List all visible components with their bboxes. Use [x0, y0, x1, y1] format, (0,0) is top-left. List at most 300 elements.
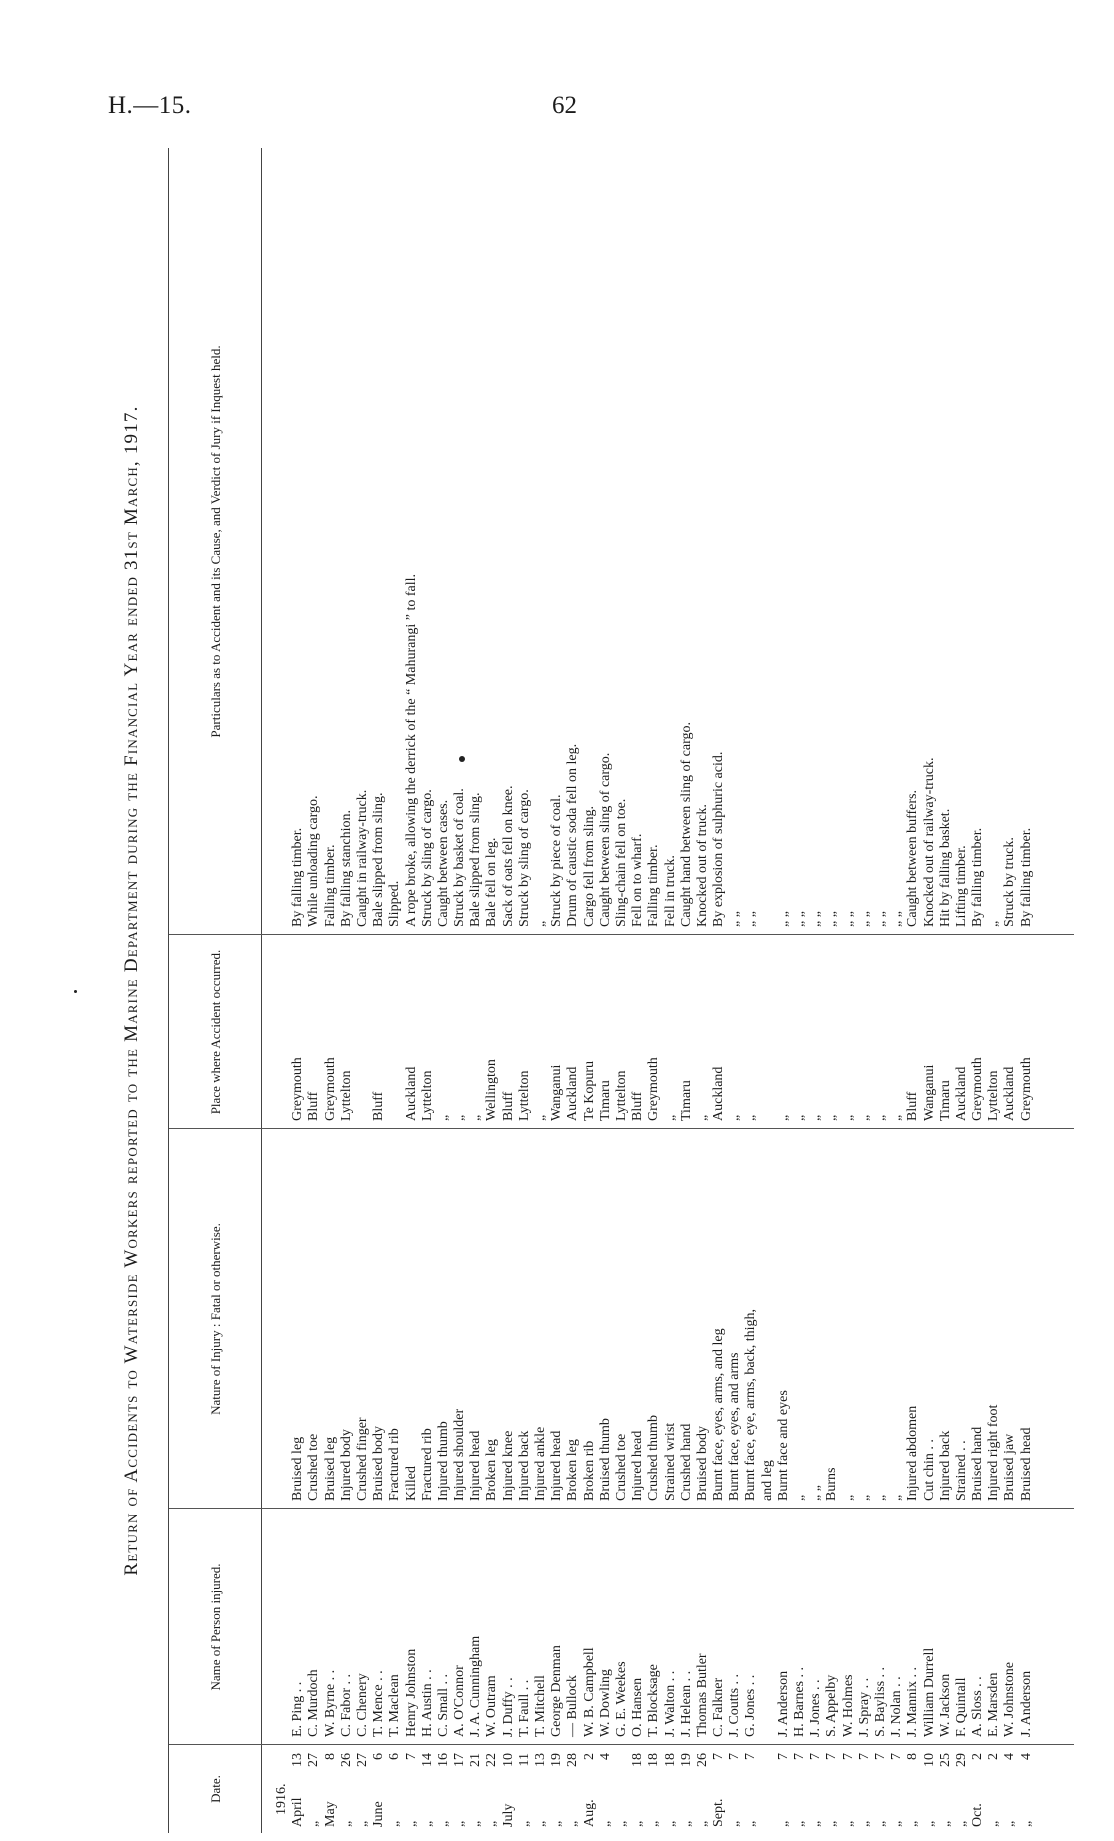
person-name: J. Coutts . .: [727, 1673, 743, 1737]
accident-particulars: „ „: [856, 911, 872, 927]
ink-spot: [459, 756, 465, 762]
date-day: 10: [921, 1753, 937, 1767]
date-day: 6: [371, 1753, 387, 1760]
date-month: „: [743, 1820, 759, 1827]
person-name: A. Sloss . .: [970, 1676, 986, 1737]
accident-place: „: [468, 1114, 484, 1121]
person-name: H. Barnes . .: [792, 1667, 807, 1737]
accident-particulars: „: [986, 920, 1002, 927]
accident-place: „: [743, 1114, 759, 1121]
table-body: [274, 148, 1035, 1833]
accident-place: Lyttelton: [613, 1070, 629, 1121]
date-month: „: [452, 1820, 468, 1827]
date-day: 8: [322, 1753, 338, 1760]
accident-place: Wanganui: [549, 1064, 565, 1121]
header-injury: Nature of Injury : Fatal or otherwise.: [207, 1223, 223, 1415]
date-month: Aug.: [581, 1799, 597, 1827]
date-day: 16: [435, 1753, 451, 1767]
injury-nature: Bruised body: [694, 1425, 710, 1501]
accident-place: „: [727, 1114, 743, 1121]
date-month: „: [435, 1820, 451, 1827]
table-row: [598, 148, 614, 1833]
accident-place: Auckland: [403, 1066, 419, 1121]
accident-place: „: [452, 1114, 468, 1121]
accident-particulars: By falling stanchion.: [338, 809, 354, 927]
accident-place: Bluff: [500, 1091, 516, 1121]
date-day: 7: [792, 1753, 807, 1760]
accident-place: Auckland: [953, 1066, 969, 1121]
injury-nature: Burnt face, eye, arms, back, thigh,: [743, 1308, 759, 1501]
person-name: F. Quintall: [953, 1677, 969, 1737]
accident-particulars: Struck by basket of coal.: [452, 788, 468, 927]
injury-nature: Crushed toe: [306, 1433, 322, 1501]
person-name: J. Anderson: [1018, 1670, 1034, 1737]
date-day: 19: [678, 1753, 694, 1767]
date-month: „: [921, 1820, 937, 1827]
accident-particulars: Bale slipped from sling.: [468, 792, 484, 927]
person-name: J. Spray . .: [856, 1677, 872, 1737]
injury-nature: Bruised hand: [970, 1426, 986, 1501]
accident-particulars: „ „: [872, 911, 888, 927]
table-row: [290, 148, 306, 1833]
accident-particulars: [760, 157, 776, 927]
injury-nature: Injured body: [338, 1429, 354, 1501]
table-row: [614, 148, 630, 1833]
injury-nature: Injured back: [516, 1430, 532, 1501]
accident-particulars: Struck by sling of cargo.: [516, 789, 532, 927]
injury-nature: Crushed hand: [678, 1423, 694, 1501]
date-day: 25: [937, 1753, 953, 1767]
date-day: 18: [630, 1753, 646, 1767]
table-row: [323, 148, 339, 1833]
table-row: [954, 148, 970, 1833]
injury-nature: Bruised thumb: [597, 1418, 613, 1501]
date-month: „: [419, 1820, 435, 1827]
date-day: 7: [808, 1753, 824, 1760]
date-month: „: [953, 1820, 969, 1827]
date-month: „: [306, 1820, 322, 1827]
person-name: C. Fabor . .: [338, 1674, 354, 1737]
date-day: 22: [484, 1753, 500, 1767]
date-month: „: [338, 1820, 354, 1827]
accident-place: Greymouth: [322, 1057, 338, 1121]
accident-particulars: By falling timber.: [290, 827, 306, 927]
injury-nature: Bruised jaw: [1002, 1433, 1018, 1501]
date-month: „: [468, 1820, 484, 1827]
table-row: [274, 148, 290, 1833]
date-day: 13: [290, 1753, 306, 1767]
injury-nature: Crushed thumb: [646, 1415, 662, 1501]
date-day: [760, 1753, 776, 1777]
date-month: „: [775, 1820, 791, 1827]
date-month: „: [403, 1820, 419, 1827]
person-name: — Bullock: [565, 1675, 581, 1737]
date-day: 7: [775, 1753, 791, 1760]
injury-nature: Crushed finger: [354, 1417, 370, 1501]
table-row: [533, 148, 549, 1833]
table-row: [646, 148, 662, 1833]
date-month: „: [533, 1820, 548, 1827]
date-month: June: [371, 1801, 387, 1827]
accident-place: „: [824, 1114, 840, 1121]
accident-place: Lyttelton: [516, 1070, 532, 1121]
accident-place: Lyttelton: [419, 1070, 435, 1121]
injury-nature: „: [872, 1494, 888, 1501]
table-row: [1002, 148, 1018, 1833]
header-date: Date.: [207, 1775, 223, 1803]
injury-nature: Cut chin . .: [921, 1439, 937, 1501]
date-day: [274, 1753, 290, 1777]
person-name: Thomas Butler: [694, 1653, 710, 1737]
accident-particulars: Struck by sling of cargo.: [419, 789, 435, 927]
page-id: H.—15.: [108, 92, 192, 119]
table-row: [695, 148, 711, 1833]
accident-particulars: Caught between sling of cargo.: [597, 752, 613, 927]
date-day: 29: [953, 1753, 969, 1767]
injury-nature: „ „: [808, 1485, 824, 1501]
date-day: 2: [970, 1753, 986, 1760]
date-day: 18: [646, 1753, 662, 1767]
person-name: J. Mannix . .: [905, 1667, 921, 1737]
date-month: „: [354, 1820, 370, 1827]
person-name: W. Johnstone: [1002, 1662, 1018, 1737]
person-name: J. Duffy . .: [500, 1677, 516, 1737]
table-row: [986, 148, 1002, 1833]
table-row: [889, 148, 905, 1833]
date-day: 6: [387, 1753, 403, 1760]
accident-particulars: „ „: [808, 911, 824, 927]
table-row: [404, 148, 420, 1833]
accident-place: Bluff: [630, 1091, 646, 1121]
accident-particulars: Caught in railway-truck.: [354, 789, 370, 927]
date-month: „: [549, 1820, 565, 1827]
page-number: 62: [552, 92, 577, 119]
date-day: 8: [905, 1753, 921, 1760]
header-particulars: Particulars as to Accident and its Cause, and Verdict of Jury if Inquest held.: [207, 345, 223, 738]
date-month: Sept.: [711, 1798, 727, 1827]
date-month: 1916.: [274, 1783, 289, 1815]
accident-place: Greymouth: [646, 1057, 662, 1121]
table-row: [549, 148, 565, 1833]
header-name: Name of Person injured.: [207, 1563, 223, 1691]
person-name: J. Walton . .: [662, 1670, 678, 1737]
injury-nature: Injured head: [549, 1430, 565, 1501]
date-month: „: [727, 1820, 743, 1827]
person-name: C. Murdoch: [306, 1669, 322, 1737]
date-day: 7: [840, 1753, 856, 1760]
date-day: 4: [597, 1753, 613, 1760]
accident-place: Te Kopuru: [581, 1060, 597, 1121]
injury-nature: Injured right foot: [986, 1404, 1002, 1501]
injury-nature: Burns: [824, 1467, 840, 1501]
accident-particulars: Slipped.: [387, 880, 403, 927]
injury-nature: „: [889, 1494, 905, 1501]
accident-place: Bluff: [905, 1091, 921, 1121]
person-name: J. Nolan . .: [889, 1676, 905, 1737]
person-name: T. Mitchell: [533, 1675, 548, 1737]
accident-place: „: [694, 1114, 710, 1121]
person-name: W. Byrne . .: [322, 1669, 338, 1737]
accident-place: „: [435, 1114, 451, 1121]
accident-place: Greymouth: [970, 1057, 986, 1121]
date-day: 21: [468, 1753, 484, 1767]
accident-place: „: [808, 1114, 824, 1121]
date-month: „: [808, 1820, 824, 1827]
date-day: 7: [711, 1753, 727, 1760]
table-row: [792, 148, 808, 1833]
injury-nature: Fractured rib: [419, 1428, 435, 1501]
accident-particulars: Caught hand between sling of cargo.: [678, 721, 694, 927]
table-row: [501, 148, 517, 1833]
table-row: [727, 148, 743, 1833]
table-row: [387, 148, 403, 1833]
accident-particulars: „ „: [840, 911, 856, 927]
date-month: „: [937, 1820, 953, 1827]
injury-nature: Bruised leg: [322, 1436, 338, 1501]
date-month: „: [630, 1820, 646, 1827]
accident-place: Bluff: [306, 1091, 322, 1121]
date-month: „: [484, 1820, 500, 1827]
accident-particulars: Knocked out of truck.: [694, 804, 710, 927]
injury-nature: Bruised head: [1018, 1427, 1034, 1501]
person-name: W. Outram: [484, 1675, 500, 1737]
person-name: S. Bayliss . .: [872, 1666, 888, 1737]
injury-nature: Broken leg: [565, 1439, 581, 1501]
person-name: [274, 1517, 290, 1737]
accident-particulars: Falling timber.: [646, 844, 662, 927]
date-day: 7: [889, 1753, 905, 1760]
table-row: [565, 148, 581, 1833]
accident-place: Auckland: [565, 1066, 581, 1121]
accident-particulars: Sack of oats fell on knee.: [500, 785, 516, 927]
table-row: [905, 148, 921, 1833]
date-month: „: [889, 1820, 905, 1827]
header-place: Place where Accident occurred.: [207, 949, 223, 1115]
person-name: [760, 1517, 776, 1737]
accident-particulars: Struck by truck.: [1002, 837, 1018, 927]
date-month: „: [662, 1820, 678, 1827]
injury-nature: Burnt face and eyes: [775, 1390, 791, 1501]
date-month: „: [387, 1820, 403, 1827]
accident-particulars: „ „: [727, 911, 743, 927]
accident-place: „: [775, 1114, 791, 1121]
accident-place: Greymouth: [1018, 1057, 1034, 1121]
date-month: April: [290, 1797, 306, 1827]
document-title: [108, 148, 156, 1833]
date-month: „: [986, 1820, 1002, 1827]
date-day: 7: [824, 1753, 840, 1760]
date-day: 10: [500, 1753, 516, 1767]
table-row: [468, 148, 484, 1833]
accident-particulars: Cargo fell from sling.: [581, 805, 597, 927]
date-month: „: [792, 1820, 807, 1827]
table-row: [371, 148, 387, 1833]
injury-nature: and leg: [759, 1460, 775, 1501]
accident-place: Wellington: [484, 1059, 500, 1121]
date-day: 19: [549, 1753, 565, 1767]
injury-nature: Injured knee: [500, 1430, 516, 1501]
accident-place: [355, 951, 371, 1121]
injury-nature: Injured ankle: [533, 1426, 548, 1501]
table-row: [517, 148, 533, 1833]
injury-nature: Injured thumb: [435, 1421, 451, 1501]
injury-nature: Injured abdomen: [905, 1405, 921, 1501]
injury-nature: Bruised leg: [290, 1436, 306, 1501]
accident-particulars: Falling timber.: [322, 844, 338, 927]
table-row: [711, 148, 727, 1833]
person-name: E. Ping . .: [290, 1681, 306, 1737]
person-name: W. Dowling: [597, 1669, 613, 1737]
date-month: „: [824, 1820, 840, 1827]
accident-place: Lyttelton: [986, 1070, 1002, 1121]
person-name: C. Chenery: [354, 1673, 370, 1737]
person-name: J. Helean . .: [678, 1670, 694, 1737]
ink-spot: [74, 990, 77, 993]
accident-particulars: A rope broke, allowing the derrick of the “ Mahurangi ” to fall.: [403, 574, 419, 927]
table-row: [582, 148, 598, 1833]
date-month: „: [840, 1820, 856, 1827]
person-name: J. Jones . .: [808, 1679, 824, 1737]
accident-particulars: By falling timber.: [970, 827, 986, 927]
date-day: 11: [516, 1753, 532, 1767]
injury-nature: Killed: [403, 1466, 419, 1501]
table-row: [1019, 148, 1035, 1833]
accident-place: „: [840, 1114, 856, 1121]
date-month: „: [856, 1820, 872, 1827]
accident-place: Bluff: [371, 1091, 387, 1121]
date-month: „: [613, 1820, 629, 1827]
injury-nature: Injured head: [630, 1430, 646, 1501]
table-row: [306, 148, 322, 1833]
person-name: W. Holmes: [840, 1674, 856, 1737]
accident-place: „: [533, 1114, 548, 1121]
date-month: „: [872, 1820, 888, 1827]
injury-nature: Fractured rib: [387, 1428, 403, 1501]
table-row: [452, 148, 468, 1833]
person-name: William Durrell: [921, 1647, 937, 1737]
table-row: [679, 148, 695, 1833]
accident-particulars: Bale slipped from sling.: [371, 792, 387, 927]
date-day: 7: [856, 1753, 872, 1760]
person-name: E. Marsden: [986, 1672, 1002, 1737]
accident-place: Auckland: [711, 1066, 727, 1121]
person-name: S. Appelby: [824, 1674, 840, 1737]
injury-nature: „: [792, 1494, 807, 1501]
date-month: „: [565, 1820, 581, 1827]
accident-particulars: „: [533, 920, 548, 927]
accident-particulars: „ „: [743, 911, 759, 927]
accident-particulars: „ „: [775, 911, 791, 927]
accident-particulars: „ „: [792, 911, 807, 927]
table-row: [841, 148, 857, 1833]
injury-nature: „: [840, 1494, 856, 1501]
person-name: G. Jones . .: [743, 1674, 759, 1737]
accident-particulars: „ „: [889, 911, 905, 927]
date-day: 28: [565, 1753, 581, 1767]
person-name: Henry Johnston: [403, 1648, 419, 1737]
accident-place: [760, 951, 776, 1121]
injury-nature: Burnt face, eyes, and arms: [727, 1352, 743, 1501]
person-name: J. A. Cunningham: [468, 1635, 484, 1737]
document-title-text: Return of Accidents to Waterside Workers reported to the Marine Department during the Financial Year ended 31st March, 1917.: [121, 405, 142, 1576]
accident-particulars: Knocked out of railway-truck.: [921, 757, 937, 927]
table-row: [857, 148, 873, 1833]
accident-particulars: Fell on to wharf.: [630, 833, 646, 927]
rotated-table-page: [108, 148, 1073, 1833]
date-day: 2: [581, 1753, 597, 1760]
accident-place: Lyttelton: [338, 1070, 354, 1121]
person-name: J. Anderson: [775, 1670, 791, 1737]
date-month: „: [1002, 1820, 1018, 1827]
date-month: May: [322, 1801, 338, 1827]
date-day: 7: [403, 1753, 419, 1760]
table-row: [776, 148, 792, 1833]
accident-place: Timaru: [597, 1080, 613, 1121]
accident-particulars: Lifting timber.: [953, 845, 969, 927]
injury-nature: „: [856, 1494, 872, 1501]
date-month: „: [597, 1820, 613, 1827]
date-month: [760, 1777, 776, 1827]
date-day: 26: [694, 1753, 710, 1767]
accident-particulars: While unloading cargo.: [306, 795, 322, 927]
injury-nature: Broken rib: [581, 1440, 597, 1501]
injury-nature: Injured back: [937, 1430, 953, 1501]
date-day: 27: [354, 1753, 370, 1767]
date-month: July: [500, 1803, 516, 1827]
date-day: 4: [1018, 1753, 1034, 1760]
accident-particulars: By falling timber.: [1018, 827, 1034, 927]
person-name: T. Blocksage: [646, 1664, 662, 1737]
injury-nature: Bruised body: [371, 1425, 387, 1501]
injury-nature: Strained wrist: [662, 1422, 678, 1501]
injury-nature: Injured head: [468, 1430, 484, 1501]
person-name: T. Maclean: [387, 1674, 403, 1737]
accident-particulars: Drum of caustic soda fell on leg.: [565, 743, 581, 927]
accident-particulars: Caught between cases.: [435, 799, 451, 927]
table-row: [743, 148, 759, 1833]
injury-nature: Burnt face, eyes, arms, and leg: [711, 1328, 727, 1501]
accident-place: „: [662, 1114, 678, 1121]
accident-place: „: [856, 1114, 872, 1121]
date-day: [614, 1753, 630, 1777]
accident-place: „: [792, 1114, 807, 1121]
date-month: „: [905, 1820, 921, 1827]
injury-nature: Crushed toe: [613, 1433, 629, 1501]
date-day: 26: [338, 1753, 354, 1767]
accident-place: „: [872, 1114, 888, 1121]
table-row: [970, 148, 986, 1833]
date-day: 4: [1002, 1753, 1018, 1760]
accident-place: Greymouth: [290, 1057, 306, 1121]
accident-place: [274, 951, 290, 1121]
date-month: „: [678, 1820, 694, 1827]
accident-particulars: By explosion of sulphuric acid.: [711, 751, 727, 927]
accident-particulars: Fell in truck.: [662, 855, 678, 927]
accident-particulars: [274, 157, 290, 927]
table-row: [484, 148, 500, 1833]
accident-particulars: Hit by falling basket.: [937, 808, 953, 927]
accident-place: [387, 951, 403, 1121]
table-row: [436, 148, 452, 1833]
person-name: C. Falkner: [711, 1677, 727, 1737]
date-month: „: [694, 1820, 710, 1827]
date-month: „: [516, 1820, 532, 1827]
person-name: H. Austin . .: [419, 1669, 435, 1737]
table-row: [339, 148, 355, 1833]
table-row: [938, 148, 954, 1833]
accident-particulars: „ „: [824, 911, 840, 927]
date-day: 7: [727, 1753, 743, 1760]
